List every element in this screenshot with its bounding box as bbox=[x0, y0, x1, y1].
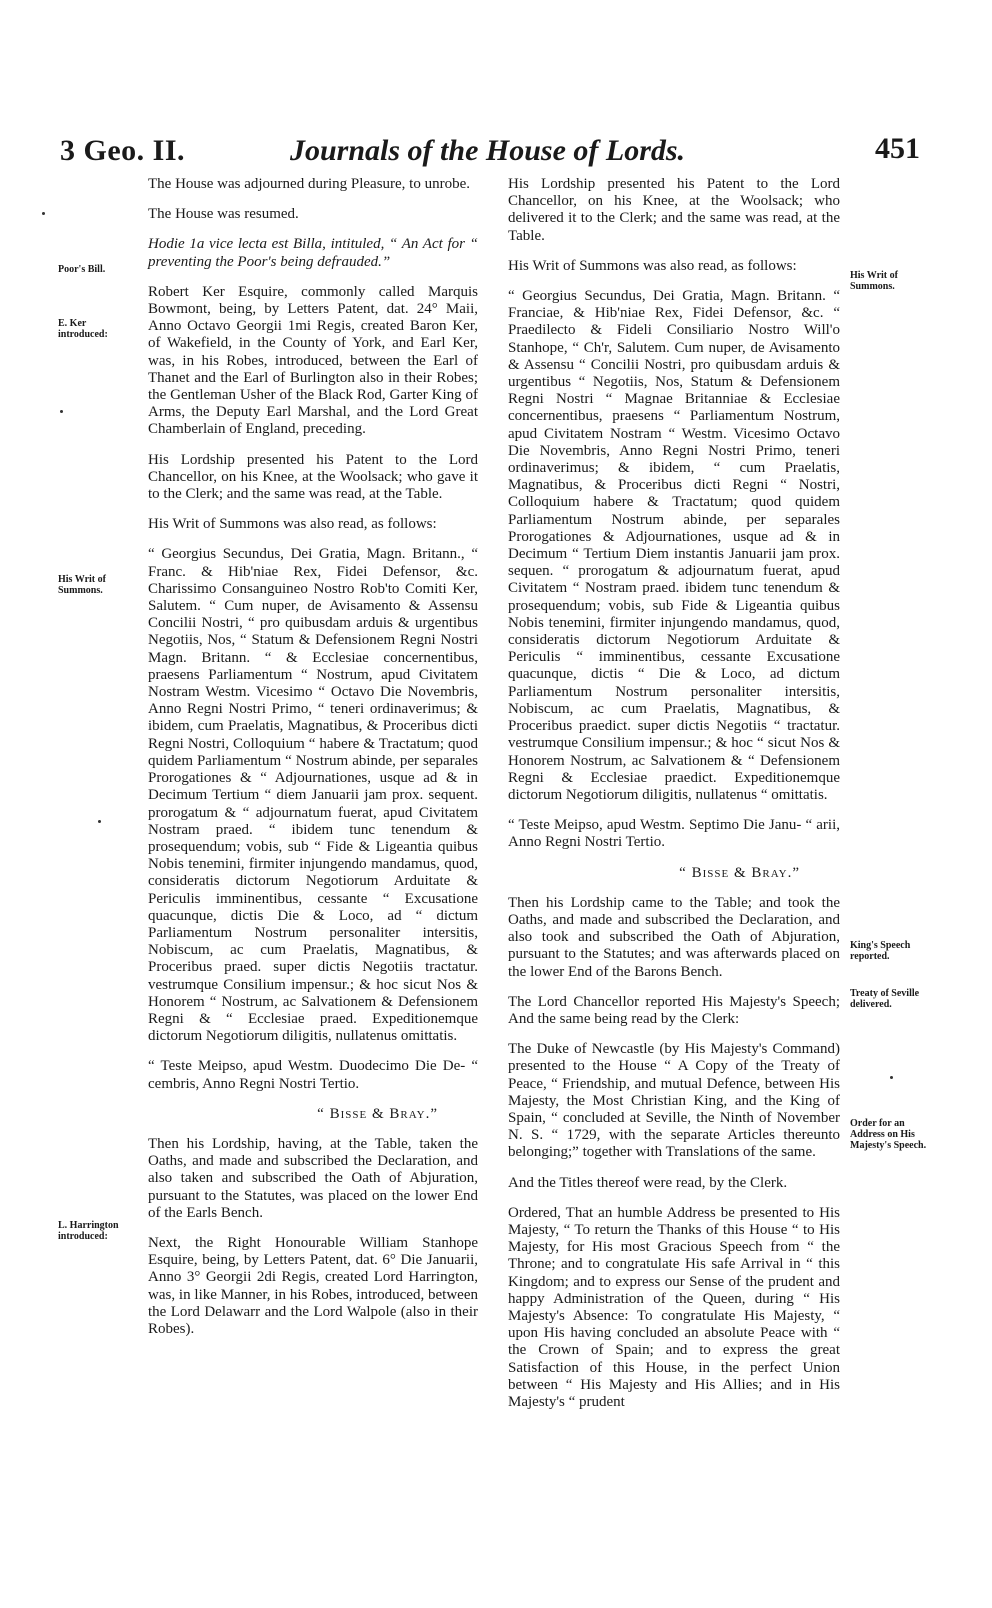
margin-note-writ-left: His Writ of Summons. bbox=[58, 574, 106, 596]
paragraph: His Writ of Summons was also read, as follows: bbox=[508, 257, 797, 274]
paragraph: Hodie 1a vice lecta est Billa, intituled, “ An Act for “ preventing the Poor's being defrauded.” bbox=[148, 236, 478, 270]
margin-note-l-harrington: L. Harrington introduced: bbox=[58, 1220, 119, 1242]
writ-text: “ Georgius Secundus, Dei Gratia, Magn. Britann. “ Franciae, & Hib'niae Rex, Fidei Defensor, &c. “ Praedilecto & Fideli Consiliario Nostro Will'o Stanhope, “ Ch'r, Salutem. Cum nuper, de Avisamento & Assensu “ Concilii Nostri, pro quibusdam arduis & urgentibus “ Negotiis, Nos, Statum & Defensionem Regni Nostri “ Magnae Britanniae & Ecclesiae concernentibus, praesens “ Parliamentum Nostrum, apud Civitatem Nostram “ Westm. Vicesimo Octavo Die Novembris, Anno Regni Nostri Primo, teneri ordinaverimus; & ibidem, “ cum Praelatis, Magnatibus, & Proceribus dicti Regni “ Nostri, Colloquium habere & Tractatum; quod quidem Parliamentum Nostrum abinde, per separales Prorogationes & Adjournationes, usque ad & in Decimum “ Tertium Diem instantis Januarii jam prox. sequen. “ prorogatum & adjournatum fuerat, apud Civitatem “ Nostram praed. ibidem tunc tenendum & prosequendum; vobis, sub Fide & Ligeantia quibus Nobis tenemini, firmiter injungendo mandamus, quod, consideratis dictorum Negotiorum Arduitate & Periculis “ imminentibus, cessante Excusatione quacunque, dictis “ Die & Loco, ad dictum Parliamentum Nostrum personaliter intersitis, Nobiscum, ac cum Praelatis, Magnatibus, & Proceribus praedict. super dictis Negotiis “ tractatur. vestrumque Consilium impensur.; & hoc “ sicut Nos & Honorem Nostrum, ac Salvationem & “ Defensionem Regni & Ecclesiae praedict. Expeditionemque dictorum Negotiorum diligitis, nullatenus “ omittatis. bbox=[508, 288, 840, 803]
margin-note-treaty: Treaty of Seville delivered. bbox=[850, 988, 920, 1010]
paragraph: Robert Ker Esquire, commonly called Marquis Bowmont, being, by Letters Patent, dat. 24° Maii, Anno Octavo Georgii 1mi Regis, created Baron Ker, of Wakefield, in the County of York, and Earl Ker, was, in his Robes, introduced, between the Earl of Thanet and the Earl of Burlington also in their Robes; the Gentleman Usher of the Black Rod, Garter King of Arms, the Deputy Earl Marshal, and the Lord Great Chamberlain of England, preceding. bbox=[148, 283, 478, 438]
margin-note-e-ker: E. Ker introduced: bbox=[58, 318, 108, 340]
signature: “ Bisse & Bray.” bbox=[679, 864, 800, 881]
running-head bbox=[60, 128, 920, 172]
margin-note-poors-bill: Poor's Bill. bbox=[58, 264, 106, 275]
page-number: 451 bbox=[875, 132, 920, 165]
paragraph: His Lordship presented his Patent to the Lord Chancellor, on his Knee, at the Woolsack; who gave it to the Clerk; and the same was read, at the Table. bbox=[148, 451, 478, 503]
print-speck bbox=[60, 410, 63, 413]
print-speck bbox=[42, 212, 45, 215]
paragraph: The Lord Chancellor reported His Majesty's Speech; And the same being read by the Clerk: bbox=[508, 993, 840, 1027]
print-speck bbox=[98, 820, 101, 823]
paragraph: Ordered, That an humble Address be presented to His Majesty, “ To return the Thanks of this House “ to His Majesty, for His most Gracious Speech from “ the Throne; and to congratulate His safe Arrival in “ this Kingdom; and to express our Sense of the prudent and happy Administration of the Queen, during “ His Majesty's Absence: To congratulate His Majesty, “ upon His having concluded an absolute Peace with “ the Crown of Spain; and to express the great Satisfaction of this House, in the perfect Union between “ His Majesty and His Allies; and in His Majesty's “ prudent bbox=[508, 1204, 840, 1410]
right-column bbox=[508, 176, 840, 1424]
paragraph: The House was adjourned during Pleasure, to unrobe. bbox=[148, 176, 471, 192]
writ-text: “ Georgius Secundus, Dei Gratia, Magn. Britann., “ Franc. & Hib'niae Rex, Fidei Defensor, &c. Charissimo Consanguineo Nostro Rob'to Comiti Ker, Salutem. “ Cum nuper, de Avisamento & Assensu Concilii Nostri, “ pro quibusdam arduis & urgentibus Negotiis, Nos, “ Statum & Defensionem Regni Nostri Magn. Britann. “ & Ecclesiae concernentibus, praesens Parliamentum “ Nostrum, apud Civitatem Nostram Westm. Vicesimo “ Octavo Die Novembris, Anno Regni Nostri Primo, “ teneri ordinaverimus; & ibidem, cum Praelatis, Magnatibus, & Proceribus dicti Regni Nostri, Colloquium “ habere & Tractatum; quod quidem Parliamentum “ Nostrum abinde, per separales Prorogationes & “ Adjournationes, usque ad & in Decimum Tertium “ diem Januarii jam prox. sequent. prorogatum & “ adjournatum fuerat, apud Civitatem Nostram praed. “ ibidem tunc tenendum & prosequendum; vobis, sub “ Fide & Ligeantia quibus Nobis tenemini, firmiter injungendo mandamus, quod, consideratis dictorum Negotiorum Arduitate & Periculis imminentibus, cessante “ Excusatione quacunque, dictis Die & Loco, ad “ dictum Parliamentum Nostrum personaliter intersitis, Nobiscum, ac cum Praelatis, Magnatibus, & Proceribus praed. super dictis Negotiis tractatur. vestrumque Consilium impensur.; & hoc sicut Nos & Honorem “ Nostrum, ac Salvationem & Defensionem Regni & “ Ecclesiae praed. Expeditionemque dictorum Negotiorum diligitis, nullatenus omittatis. bbox=[148, 546, 478, 1045]
teste-line: “ Teste Meipso, apud Westm. Duodecimo Die De- “ cembris, Anno Regni Nostri Tertio. bbox=[148, 1058, 478, 1092]
print-speck bbox=[890, 1076, 893, 1079]
paragraph: The Duke of Newcastle (by His Majesty's Command) presented to the House “ A Copy of the Treaty of Peace, “ Friendship, and mutual Defence, between His Majesty, the Most Christian King, and the King of Spain, “ concluded at Seville, the Ninth of November N. S. “ 1729, with the separate Articles thereunto belonging;” together with Translations of the same. bbox=[508, 1041, 840, 1161]
paragraph: The House was resumed. bbox=[148, 206, 299, 223]
left-column bbox=[148, 176, 478, 1351]
signature: “ Bisse & Bray.” bbox=[317, 1105, 438, 1122]
paragraph: His Lordship presented his Patent to the Lord Chancellor, on his Knee, at the Woolsack; who delivered it to the Clerk; and the same was read, at the Table. bbox=[508, 176, 840, 244]
teste-line: “ Teste Meipso, apud Westm. Septimo Die Janu- “ arii, Anno Regni Nostri Tertio. bbox=[508, 817, 840, 851]
regnal-year: 3 Geo. II. bbox=[60, 134, 185, 167]
margin-note-kings-speech: King's Speech reported. bbox=[850, 940, 911, 962]
margin-note-order-address: Order for an Address on His Majesty's Speech. bbox=[850, 1118, 927, 1151]
paragraph: Then his Lordship, having, at the Table, taken the Oaths, and made and subscribed the Declaration, and also taken and subscribed the Oath of Abjuration, pursuant to the Statutes, was placed on the lower End of the Earls Bench. bbox=[148, 1135, 478, 1221]
journal-title: Journals of the House of Lords. bbox=[290, 134, 686, 167]
paragraph: His Writ of Summons was also read, as follows: bbox=[148, 516, 437, 533]
paragraph: Next, the Right Honourable William Stanhope Esquire, being, by Letters Patent, dat. 6° Die Januarii, Anno 3° Georgii 2di Regis, created Lord Harrington, was, in like Manner, in his Robes, introduced, between the Lord Delawarr and the Lord Walpole (also in their Robes). bbox=[148, 1234, 478, 1337]
margin-note-writ-right: His Writ of Summons. bbox=[850, 270, 898, 292]
paragraph: Then his Lordship came to the Table; and took the Oaths, and made and subscribed the Declaration, and also took and subscribed the Oath of Abjuration, pursuant to the Statutes; and was afterwards placed on the lower End of the Barons Bench. bbox=[508, 894, 840, 980]
paragraph: And the Titles thereof were read, by the Clerk. bbox=[508, 1174, 788, 1191]
